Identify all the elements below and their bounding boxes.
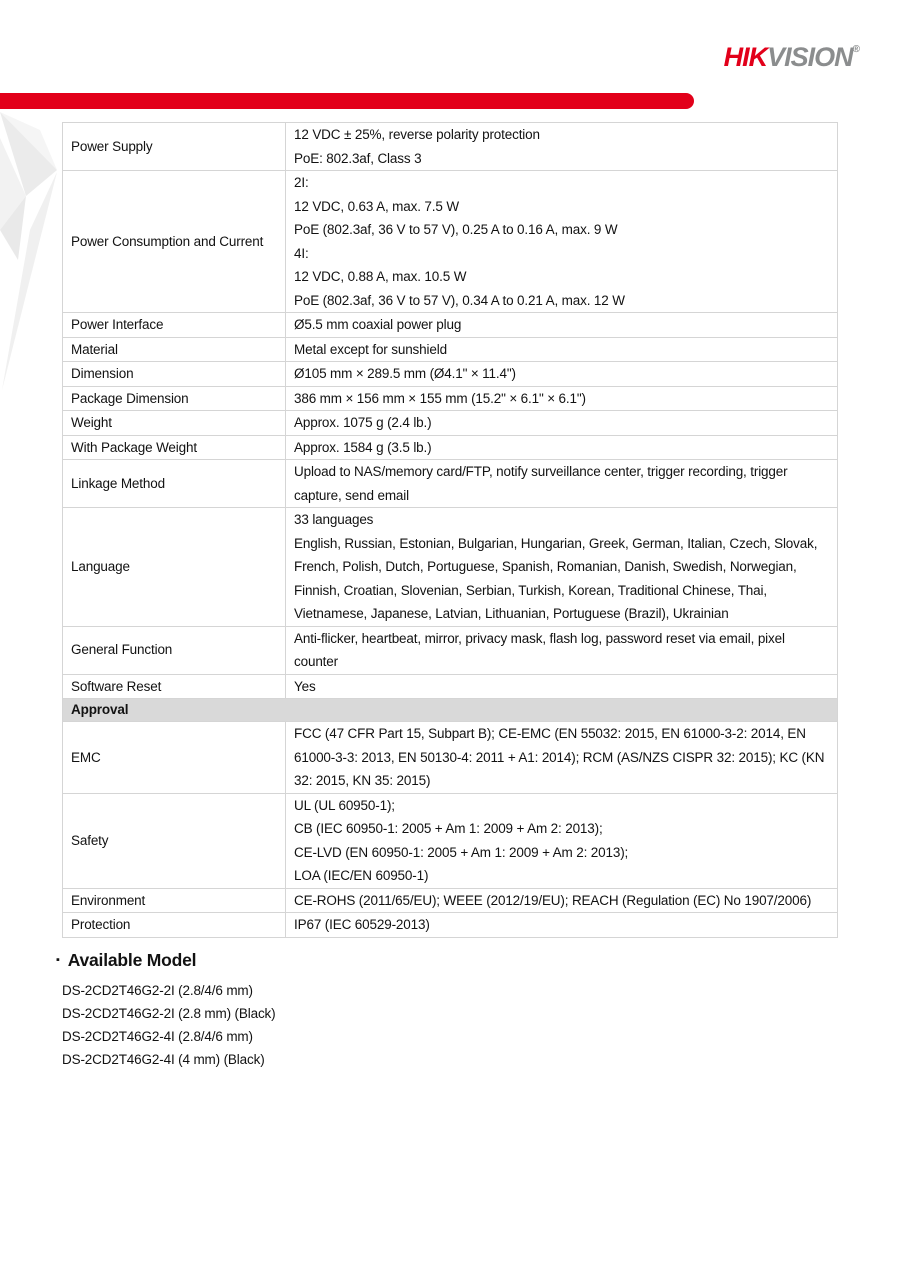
spec-value-line: Approx. 1075 g (2.4 lb.) xyxy=(294,415,432,430)
table-row xyxy=(63,913,838,938)
spec-value-line: 12 VDC ± 25%, reverse polarity protection xyxy=(294,127,540,142)
spec-value-line: Approx. 1584 g (3.5 lb.) xyxy=(294,439,432,455)
spec-label: Protection xyxy=(63,913,286,938)
spec-value-line: 2I: xyxy=(294,175,309,190)
table-row xyxy=(63,337,838,362)
model-item: DS-2CD2T46G2-2I (2.8 mm) (Black) xyxy=(62,1006,276,1021)
spec-value xyxy=(286,386,838,411)
spec-label: Environment xyxy=(63,888,286,913)
spec-value-line: Anti-flicker, heartbeat, mirror, privacy mask, flash log, password reset via email, pixel counter xyxy=(294,630,785,669)
spec-value xyxy=(286,337,838,362)
spec-value-line: PoE (802.3af, 36 V to 57 V), 0.25 A to 0.16 A, max. 9 W xyxy=(294,222,618,237)
spec-value xyxy=(286,913,838,938)
spec-value xyxy=(286,508,838,627)
hikvision-logo xyxy=(724,42,860,73)
spec-value-line: LOA (IEC/EN 60950-1) xyxy=(294,868,429,883)
spec-value xyxy=(286,313,838,338)
table-row xyxy=(63,793,838,888)
table-row xyxy=(63,386,838,411)
spec-value-line: 4I: xyxy=(294,245,309,261)
available-model-section xyxy=(56,950,756,1071)
spec-value-line: PoE: 802.3af, Class 3 xyxy=(294,150,422,166)
spec-value-line: CB (IEC 60950-1: 2005 + Am 1: 2009 + Am 2: 2013); xyxy=(294,821,603,836)
spec-value xyxy=(286,888,838,913)
red-accent-bar xyxy=(0,93,694,109)
spec-value-line: UL (UL 60950-1); xyxy=(294,797,395,813)
table-row xyxy=(63,674,838,699)
bullet-square-icon: ▪ xyxy=(56,954,60,966)
spec-label: EMC xyxy=(63,722,286,794)
spec-value-line: Upload to NAS/memory card/FTP, notify surveillance center, trigger recording, trigger capture, send email xyxy=(294,464,788,503)
available-model-title: Available Model xyxy=(67,950,197,970)
table-row xyxy=(63,722,838,794)
logo-vision-text: VISION xyxy=(767,42,853,72)
spec-table xyxy=(62,122,838,938)
spec-value xyxy=(286,435,838,460)
spec-label: Material xyxy=(63,337,286,362)
table-row xyxy=(63,699,838,722)
spec-value xyxy=(286,626,838,674)
model-list xyxy=(56,979,756,1071)
table-row xyxy=(63,171,838,313)
spec-label: Language xyxy=(63,508,286,627)
spec-value xyxy=(286,793,838,888)
table-row xyxy=(63,626,838,674)
table-row xyxy=(63,362,838,387)
spec-table-body xyxy=(63,123,838,938)
spec-label: Power Interface xyxy=(63,313,286,338)
spec-value xyxy=(286,171,838,313)
spec-label: Power Supply xyxy=(63,123,286,171)
spec-value-line: 33 languages xyxy=(294,512,374,527)
spec-value-line: Ø105 mm × 289.5 mm (Ø4.1" × 11.4") xyxy=(294,366,516,381)
spec-label: Safety xyxy=(63,793,286,888)
registered-trademark-symbol: ® xyxy=(852,44,860,55)
spec-label: Package Dimension xyxy=(63,386,286,411)
table-row xyxy=(63,435,838,460)
spec-value-line: 12 VDC, 0.88 A, max. 10.5 W xyxy=(294,269,467,284)
table-row xyxy=(63,123,838,171)
logo-hik-text: HIK xyxy=(723,42,768,72)
spec-value-line: English, Russian, Estonian, Bulgarian, Hungarian, Greek, German, Italian, Czech, Slovak, French, Polish, Dutch, Portuguese, Spanish, Romanian, Danish, Swedish, Norwegian, Finnish, Croatian, Slovenian, Serbian, Turkish, Korean, Traditional Chinese, Thai, Vietnamese, Japanese, Latvian, Lithuanian, Portuguese (Brazil), Ukrainian xyxy=(294,535,818,621)
table-row xyxy=(63,313,838,338)
spec-label: With Package Weight xyxy=(63,435,286,460)
spec-value xyxy=(286,674,838,699)
spec-value-line: FCC (47 CFR Part 15, Subpart B); CE-EMC (EN 55032: 2015, EN 61000-3-2: 2014, EN 61000-3-3: 2013, EN 50130-4: 2011 + A1: 2014); RCM (AS/NZS CISPR 32: 2015); KC (KN 32: 2015, KN 35: 2015) xyxy=(294,726,825,788)
spec-value xyxy=(286,411,838,436)
spec-label: Software Reset xyxy=(63,674,286,699)
spec-label: Linkage Method xyxy=(63,460,286,508)
spec-label: General Function xyxy=(63,626,286,674)
spec-value-line: IP67 (IEC 60529-2013) xyxy=(294,917,430,932)
spec-value xyxy=(286,722,838,794)
spec-value-line: CE-LVD (EN 60950-1: 2005 + Am 1: 2009 + Am 2: 2013); xyxy=(294,844,629,860)
spec-value xyxy=(286,123,838,171)
table-row xyxy=(63,508,838,627)
table-row xyxy=(63,460,838,508)
spec-value-line: Ø5.5 mm coaxial power plug xyxy=(294,317,462,332)
spec-label: Dimension xyxy=(63,362,286,387)
spec-value-line: PoE (802.3af, 36 V to 57 V), 0.34 A to 0.21 A, max. 12 W xyxy=(294,292,625,308)
model-item: DS-2CD2T46G2-2I (2.8/4/6 mm) xyxy=(62,983,253,998)
spec-label: Power Consumption and Current xyxy=(63,171,286,313)
table-row xyxy=(63,411,838,436)
spec-value xyxy=(286,362,838,387)
table-row xyxy=(63,888,838,913)
spec-value-line: Metal except for sunshield xyxy=(294,341,447,357)
spec-value-line: 12 VDC, 0.63 A, max. 7.5 W xyxy=(294,198,459,214)
spec-value xyxy=(286,460,838,508)
spec-value-line: CE-ROHS (2011/65/EU); WEEE (2012/19/EU); REACH (Regulation (EC) No 1907/2006) xyxy=(294,892,812,908)
spec-value-line: Yes xyxy=(294,678,316,694)
model-item: DS-2CD2T46G2-4I (4 mm) (Black) xyxy=(62,1052,265,1067)
available-model-heading xyxy=(56,950,756,971)
section-header: Approval xyxy=(63,699,838,722)
star-watermark-decoration xyxy=(0,103,65,403)
spec-label: Weight xyxy=(63,411,286,436)
spec-value-line: 386 mm × 156 mm × 155 mm (15.2" × 6.1" × 6.1") xyxy=(294,390,586,406)
model-item: DS-2CD2T46G2-4I (2.8/4/6 mm) xyxy=(62,1029,253,1044)
